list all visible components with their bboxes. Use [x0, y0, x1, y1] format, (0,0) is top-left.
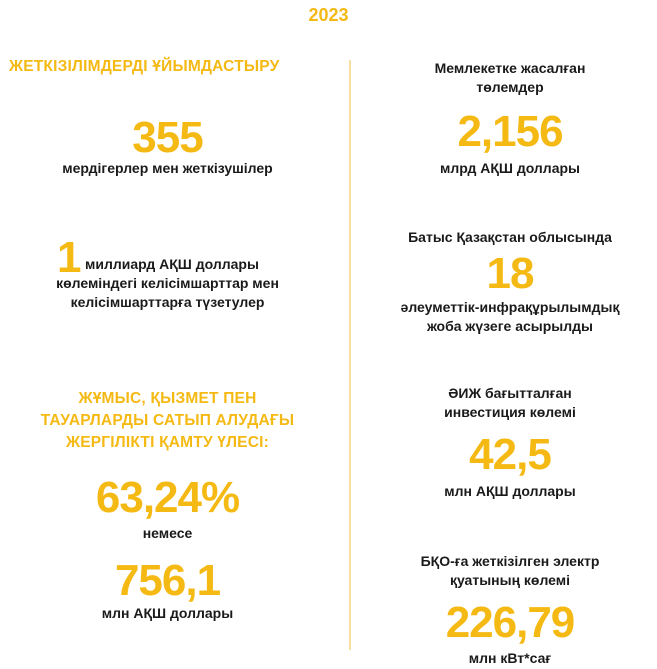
local-content-percent: 63,24% — [95, 473, 240, 522]
electricity-title-line1: БҚО-ға жеткізілген электр — [420, 553, 600, 569]
wko-projects-label-line2: жоба жүзеге асырылды — [426, 318, 593, 334]
electricity-title-line2: қуатының көлемі — [449, 572, 571, 588]
electricity-label: млн кВт*сағ — [468, 650, 552, 666]
billion-label-line1: миллиард АҚШ доллары — [85, 256, 259, 272]
sdg-investment-title-line2: инвестиция көлемі — [444, 404, 576, 420]
electricity-value: 226,79 — [445, 598, 575, 647]
sdg-investment-label: млн АҚШ доллары — [444, 483, 576, 499]
state-payments-title-line1: Мемлекетке жасалған — [434, 60, 586, 76]
sdg-investment-title-line1: ӘИЖ бағытталған — [448, 385, 572, 401]
state-payments-value: 2,156 — [457, 107, 563, 156]
state-payments-label: млрд АҚШ доллары — [439, 160, 580, 176]
wko-projects-title: Батыс Қазақстан облысында — [408, 229, 612, 245]
state-payments-title-line2: төлемдер — [476, 79, 544, 95]
local-content-heading-line2: ТАУАРЛАРДЫ САТЫП АЛУДАҒЫ — [40, 412, 295, 429]
or-label: немесе — [142, 525, 193, 541]
local-content-heading-line3: ЖЕРГІЛІКТІ ҚАМТУ ҮЛЕСІ: — [66, 434, 269, 451]
billion-label-line3: келісімшарттарға түзетулер — [70, 294, 265, 310]
wko-projects-value: 18 — [486, 249, 534, 298]
year-heading: 2023 — [308, 5, 349, 25]
billion-label-line2: көлеміндегі келісімшарттар мен — [56, 275, 279, 291]
column-divider — [349, 60, 351, 650]
left-heading: ЖЕТКІЗІЛІМДЕРДІ ҰЙЫМДАСТЫРУ — [9, 58, 280, 75]
local-content-amount: 756,1 — [114, 556, 221, 605]
wko-projects-label-line1: әлеуметтік-инфрақұрылымдық — [400, 299, 620, 315]
local-content-heading-line1: ЖҰМЫС, ҚЫЗМЕТ ПЕН — [78, 390, 257, 407]
billion-value: 1 — [57, 233, 81, 282]
contractors-value: 355 — [132, 113, 203, 162]
sdg-investment-value: 42,5 — [469, 430, 551, 479]
contractors-label: мердігерлер мен жеткізушілер — [62, 160, 273, 176]
local-content-amount-label: млн АҚШ доллары — [101, 605, 234, 621]
